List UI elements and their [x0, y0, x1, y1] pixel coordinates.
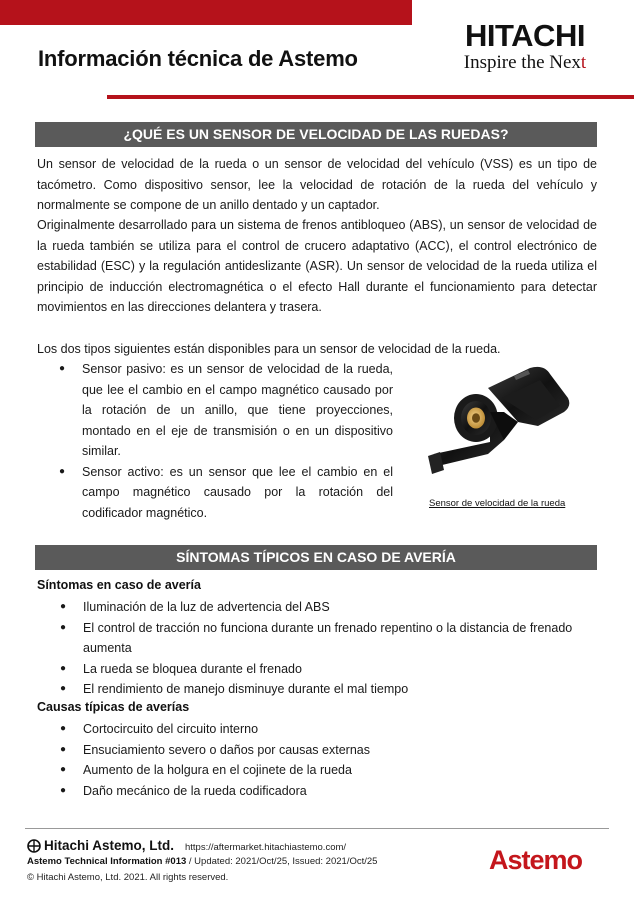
wheel-speed-sensor-image [418, 358, 582, 488]
list-item: ● El rendimiento de manejo disminuye durante el mal tiempo [53, 679, 598, 700]
section-heading-symptoms: SÍNTOMAS TÍPICOS EN CASO DE AVERÍA [35, 545, 597, 570]
abs-paragraph: Originalmente desarrollado para un sistema de frenos antibloqueo (ABS), un sensor de velocidad de la rueda también se utiliza para el control de crucero adaptativo (ACC), el control electrónico de estabilidad (ESC) y la regulación antideslizante (ASR). Un sensor de velocidad de la rueda utiliza el principio de inducción electromagnética o el efecto Hall durante el funcionamiento para detectar movimientos en las direcciones delantera y trasera. [37, 218, 597, 314]
header-divider [107, 95, 634, 99]
copyright: © Hitachi Astemo, Ltd. 2021. All rights reserved. [27, 872, 229, 883]
list-item: ● Aumento de la holgura en el cojinete de la rueda [53, 760, 598, 781]
causes-list [53, 719, 598, 801]
company-name: Hitachi Astemo, Ltd. [44, 838, 175, 853]
page-title: Información técnica de Astemo [38, 46, 358, 71]
list-item: ● Cortocircuito del circuito interno [53, 719, 598, 740]
symptoms-list [53, 597, 598, 700]
list-item: ● Iluminación de la luz de advertencia del ABS [53, 597, 598, 618]
list-item: ● Sensor pasivo: es un sensor de velocidad de la rueda, que lee el cambio en el campo magnético causado por la rotación de un anillo, que tiene proyecciones, montado en el eje de transmisión o en un dispositivo similar. [52, 359, 393, 462]
bullet-icon: ● [60, 723, 67, 734]
bullet-icon: ● [60, 743, 67, 755]
bullet-icon: ● [60, 683, 67, 694]
types-intro: Los dos tipos siguientes están disponibles para un sensor de velocidad de la rueda. [37, 342, 501, 356]
intro-paragraph: Un sensor de velocidad de la rueda o un sensor de velocidad del vehículo (VSS) es un tipo de tacómetro. Como dispositivo sensor, lee la velocidad de rotación de la rueda del vehículo y normalmente se compone de un anillo dentado y un captador. [37, 157, 597, 212]
footer-company-logo [27, 838, 174, 853]
bullet-icon: ● [60, 601, 67, 612]
bullet-icon: ● [59, 465, 66, 477]
list-item: ● Daño mecánico de la rueda codificadora [53, 781, 598, 802]
doc-dates: / Updated: 2021/Oct/25, Issued: 2021/Oct/25 [186, 856, 378, 867]
brand-tagline-end: t [580, 52, 587, 73]
causes-title: Causas típicas de averías [37, 700, 190, 714]
bullet-icon: ● [59, 363, 66, 374]
image-caption: Sensor de velocidad de la rueda [429, 498, 566, 509]
doc-id: Astemo Technical Information #013 [27, 856, 187, 867]
top-red-bar [0, 0, 412, 25]
astemo-logo: Astemo [489, 845, 583, 875]
list-item: ● La rueda se bloquea durante el frenado [53, 659, 598, 680]
bullet-icon: ● [60, 621, 67, 633]
list-item: ● El control de tracción no funciona durante un frenado repentino o la distancia de frenado aumenta [53, 618, 598, 659]
brand-tagline [436, 52, 614, 74]
list-item: ● Sensor activo: es un sensor que lee el cambio en el campo magnético causado por la rotación del codificador magnético. [52, 462, 393, 524]
bullet-icon: ● [60, 764, 67, 775]
brand-name: HITACHI [465, 18, 585, 53]
list-item: ● Ensuciamiento severo o daños por causas externas [53, 740, 598, 761]
brand-tagline-main: Inspire the Nex [463, 52, 581, 73]
footer-url-link[interactable]: https://aftermarket.hitachiastemo.com/ [185, 842, 347, 853]
bullet-icon: ● [60, 662, 67, 674]
symptoms-title: Síntomas en caso de avería [37, 578, 201, 592]
sensor-types-list [52, 359, 393, 523]
bullet-icon: ● [60, 784, 67, 796]
hitachi-logo [436, 20, 614, 74]
doc-info [27, 856, 377, 867]
footer-divider [25, 828, 609, 829]
section-heading-sensor: ¿QUÉ ES UN SENSOR DE VELOCIDAD DE LAS RUEDAS? [35, 122, 597, 147]
hitachi-mark-icon [27, 839, 41, 853]
